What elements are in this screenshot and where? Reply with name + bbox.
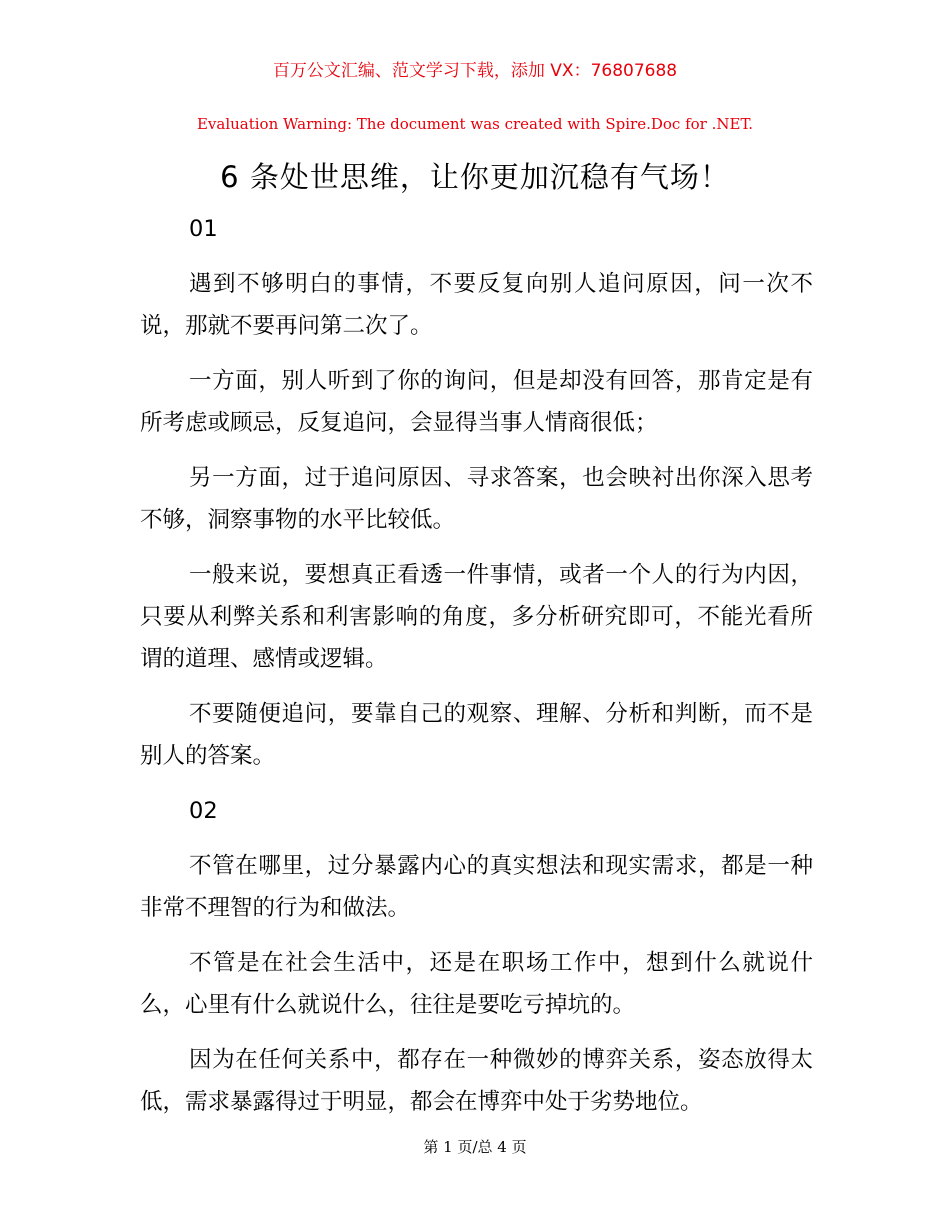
section-number: 02 — [189, 798, 218, 824]
paragraph: 另一方面，过于追问原因、寻求答案，也会映衬出你深入思考不够，洞察事物的水平比较低。 — [140, 465, 813, 533]
paragraph: 不管是在社会生活中，还是在职场工作中，想到什么就说什么，心里有什么就说什么，往往是要吃亏掉坑的。 — [140, 950, 813, 1018]
evaluation-warning: Evaluation Warning: The document was created with Spire.Doc for .NET. — [196, 115, 754, 133]
page-footer: 第 1 页/总 4 页 — [423, 1138, 527, 1156]
section-number: 01 — [189, 216, 218, 242]
document-title: 6 条处世思维，让你更加沉稳有气场！ — [220, 160, 730, 194]
paragraph: 因为在任何关系中，都存在一种微妙的博弈关系，姿态放得太低，需求暴露得过于明显，都会在博弈中处于劣势地位。 — [140, 1047, 813, 1115]
paragraph: 不管在哪里，过分暴露内心的真实想法和现实需求，都是一种非常不理智的行为和做法。 — [140, 853, 813, 921]
document-body — [140, 208, 813, 1136]
paragraph: 一般来说，要想真正看透一件事情，或者一个人的行为内因，只要从利弊关系和利害影响的角度，多分析研究即可，不能光看所谓的道理、感情或逻辑。 — [140, 562, 813, 672]
paragraph: 一方面，别人听到了你的询问，但是却没有回答，那肯定是有所考虑或顾忌，反复追问，会显得当事人情商很低； — [140, 368, 813, 436]
promo-header: 百万公文汇编、范文学习下载，添加 VX：76807688 — [272, 61, 678, 81]
paragraph: 不要随便追问，要靠自己的观察、理解、分析和判断，而不是别人的答案。 — [140, 701, 813, 769]
paragraph: 遇到不够明白的事情，不要反复向别人追问原因，问一次不说，那就不要再问第二次了。 — [140, 271, 813, 339]
